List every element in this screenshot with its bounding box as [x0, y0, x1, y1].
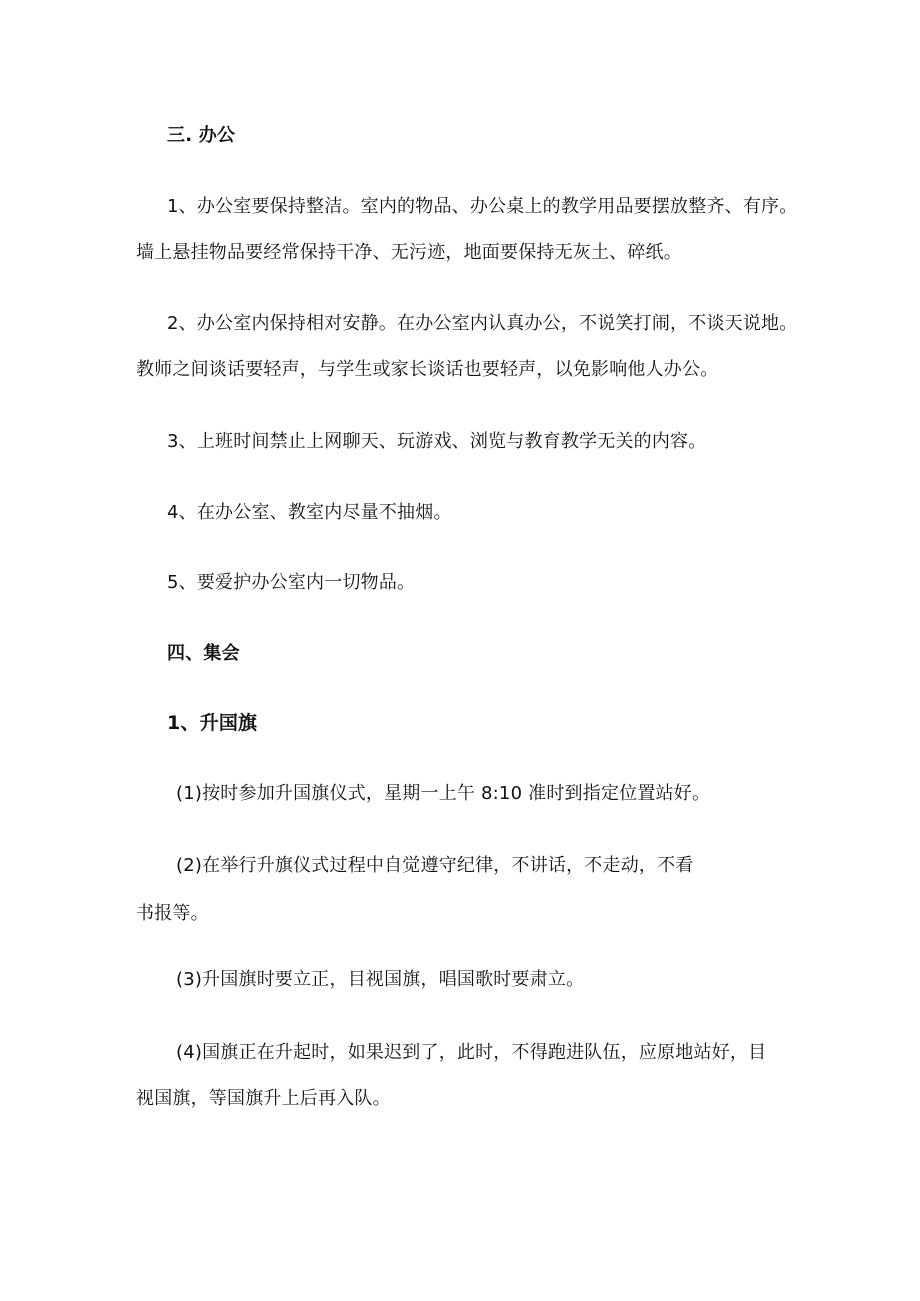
flag-rule-2-line-2: 书报等。 [136, 903, 209, 924]
flag-rule-2-line-1: (2)在举行升旗仪式过程中自觉遵守纪律，不讲话，不走动，不看 [176, 855, 694, 876]
office-rule-1-line-2: 墙上悬挂物品要经常保持干净、无污迹，地面要保持无灰土、碎纸。 [136, 242, 682, 263]
section-3-title: 三. 办公 [167, 125, 236, 146]
flag-rule-4-line-1: (4)国旗正在升起时，如果迟到了，此时，不得跑进队伍，应原地站好，目 [176, 1042, 767, 1063]
office-rule-4: 4、在办公室、教室内尽量不抽烟。 [167, 502, 452, 523]
subsection-flag-raising-title: 1、升国旗 [167, 712, 258, 734]
office-rule-2-line-1: 2、办公室内保持相对安静。在办公室内认真办公，不说笑打闹，不谈天说地。 [167, 313, 798, 334]
flag-rule-4-line-2: 视国旗，等国旗升上后再入队。 [136, 1088, 391, 1109]
office-rule-1-line-1: 1、办公室要保持整洁。室内的物品、办公桌上的教学用品要摆放整齐、有序。 [167, 196, 798, 217]
section-4-title: 四、集会 [167, 643, 240, 664]
office-rule-3: 3、上班时间禁止上网聊天、玩游戏、浏览与教育教学无关的内容。 [167, 431, 707, 452]
flag-rule-3: (3)升国旗时要立正，目视国旗，唱国歌时要肃立。 [176, 969, 585, 990]
office-rule-5: 5、要爱护办公室内一切物品。 [167, 572, 416, 593]
office-rule-2-line-2: 教师之间谈话要轻声，与学生或家长谈话也要轻声，以免影响他人办公。 [136, 359, 719, 380]
flag-rule-1: (1)按时参加升国旗仪式，星期一上午 8:10 准时到指定位置站好。 [176, 783, 711, 804]
